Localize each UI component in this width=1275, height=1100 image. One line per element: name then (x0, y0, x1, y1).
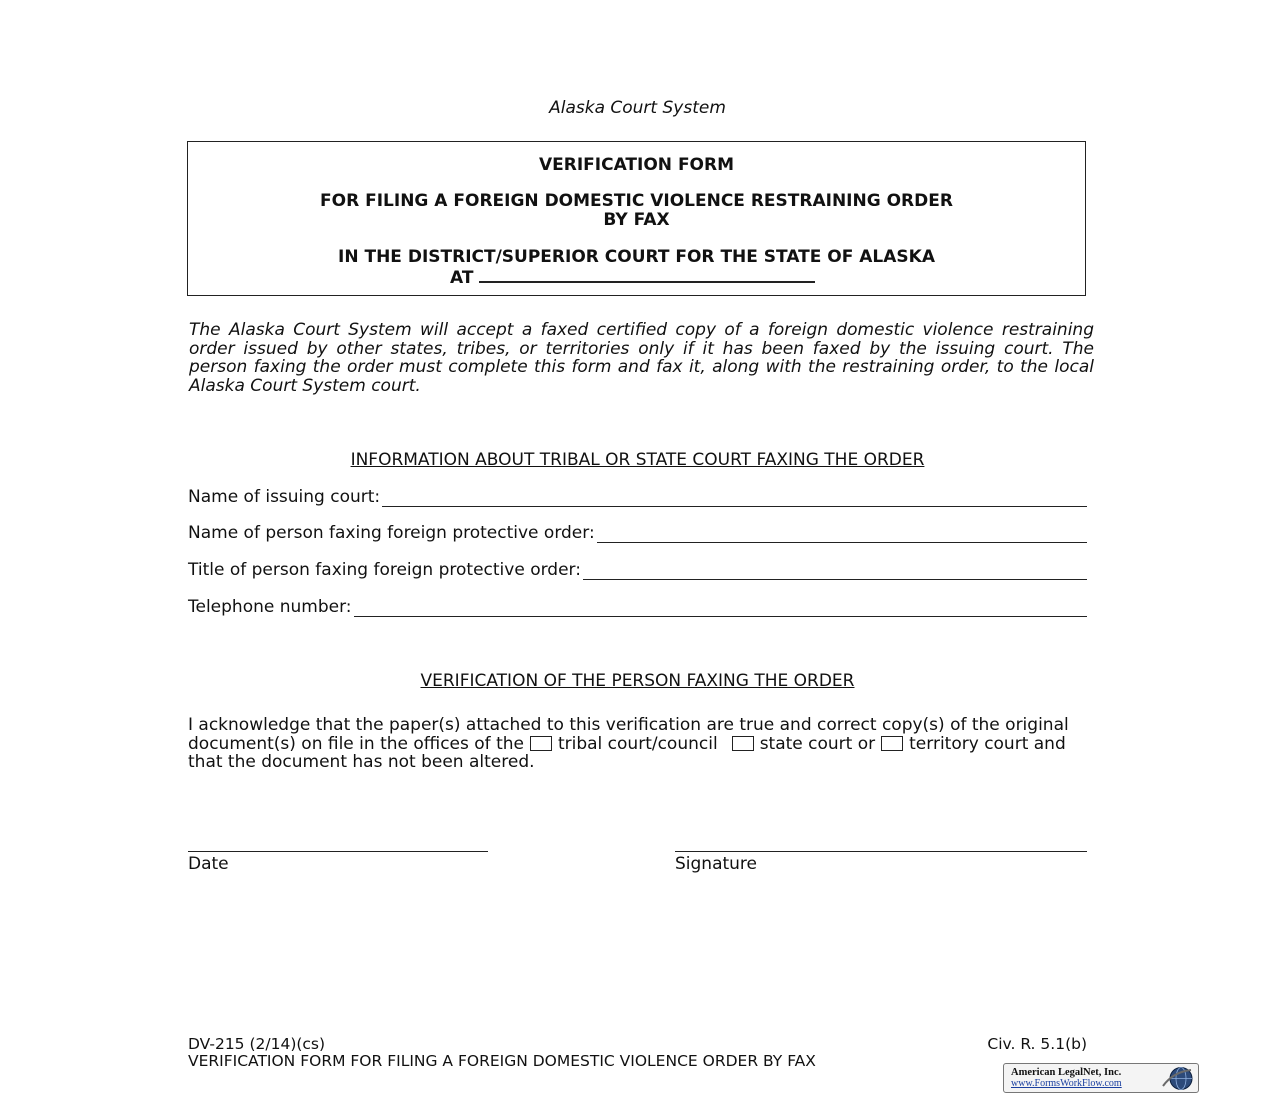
tribal-court-label: tribal court/council (557, 733, 718, 754)
field-label: Name of issuing court: (188, 487, 381, 507)
person-faxing-name-field[interactable] (188, 521, 1087, 543)
form-title: VERIFICATION FORM (538, 155, 735, 175)
signature-label: Signature (675, 854, 758, 874)
state-court-checkbox[interactable] (732, 736, 754, 751)
territory-court-checkbox[interactable] (881, 736, 903, 751)
intro-paragraph: The Alaska Court System will accept a faxed certified copy of a foreign domestic violence restraining order issued by other states, tribes, or territories only if it has been faxed by the issuing court. The person faxing the order must complete this form and fax it, along with the restraining order, to the local Alaska Court System court. (189, 320, 1094, 396)
territory-court-label: territory court and that the document has not been altered. (188, 733, 1066, 772)
field-line[interactable] (382, 490, 1087, 507)
form-subtitle (188, 192, 1085, 230)
field-line[interactable] (583, 563, 1087, 580)
globe-icon (1161, 1066, 1195, 1091)
tribal-court-checkbox[interactable] (530, 736, 552, 751)
title-box (187, 141, 1086, 296)
court-line: IN THE DISTRICT/SUPERIOR COURT FOR THE STATE OF ALASKA (338, 247, 935, 267)
field-line[interactable] (354, 600, 1087, 617)
verification-text: I acknowledge that the paper(s) attached to this verification are true and correct copy(s) of the original document(s) on file in the offices of the (188, 715, 1069, 754)
logo-name: American LegalNet, Inc. (1011, 1067, 1122, 1078)
issuing-court-field[interactable] (188, 485, 1087, 507)
field-label: Name of person faxing foreign protective order: (188, 523, 595, 543)
form-number: DV-215 (2/14)(cs) (188, 1035, 326, 1053)
person-faxing-title-field[interactable] (188, 558, 1087, 580)
verification-paragraph (188, 716, 1093, 772)
logo-url: www.FormsWorkFlow.com (1011, 1078, 1122, 1089)
section-heading-verification: VERIFICATION OF THE PERSON FAXING THE ORDER (420, 671, 855, 691)
signature-line[interactable] (675, 851, 1087, 852)
telephone-number-field[interactable] (188, 595, 1087, 617)
field-label: Telephone number: (188, 597, 352, 617)
state-court-label: state court or (759, 733, 876, 754)
form-subtitle-line2: BY FAX (603, 210, 670, 230)
court-system-header: Alaska Court System (549, 98, 726, 118)
form-subtitle-line1: FOR FILING A FOREIGN DOMESTIC VIOLENCE RESTRAINING ORDER (320, 191, 953, 211)
at-label: AT (450, 268, 474, 288)
field-label: Title of person faxing foreign protective order: (188, 560, 581, 580)
court-location-field[interactable] (479, 267, 815, 283)
date-label: Date (188, 854, 229, 874)
rule-reference: Civ. R. 5.1(b) (987, 1035, 1087, 1053)
section-heading-court-info: INFORMATION ABOUT TRIBAL OR STATE COURT FAXING THE ORDER (350, 450, 925, 470)
american-legalnet-logo[interactable] (1003, 1063, 1199, 1093)
footer-form-title: VERIFICATION FORM FOR FILING A FOREIGN DOMESTIC VIOLENCE ORDER BY FAX (188, 1052, 816, 1070)
field-line[interactable] (597, 526, 1087, 543)
court-location-row (450, 267, 815, 288)
date-line[interactable] (188, 851, 488, 852)
